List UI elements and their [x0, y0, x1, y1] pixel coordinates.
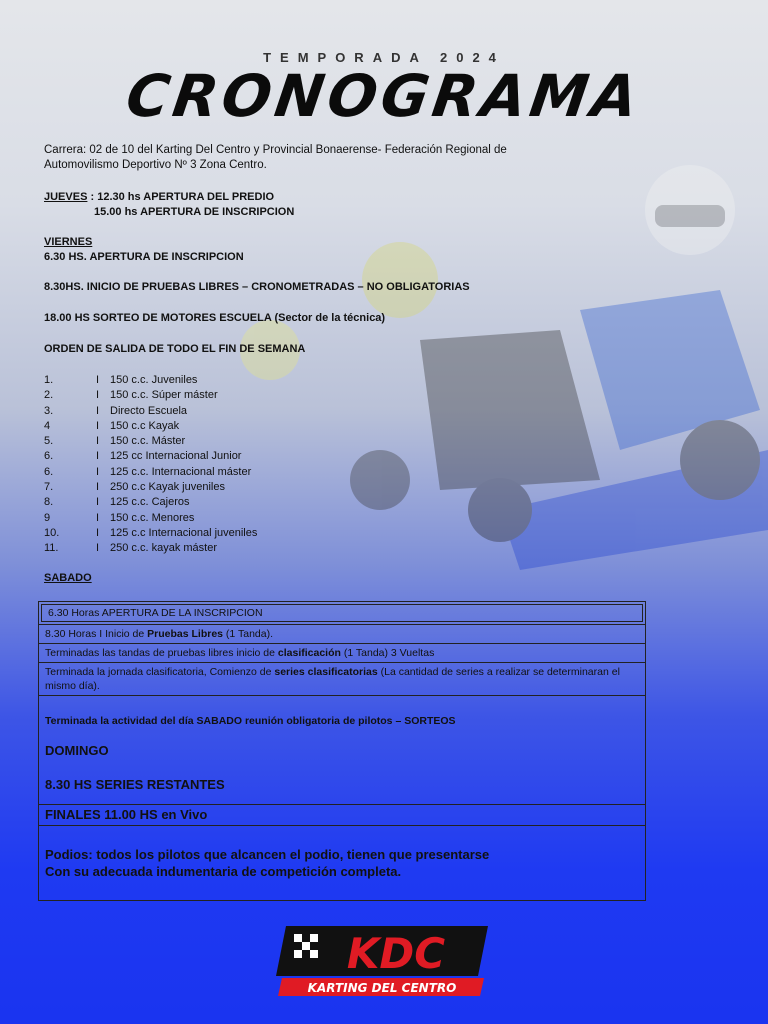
kdc-logo [276, 926, 488, 996]
jueves-line-2: 15.00 hs APERTURA DE INSCRIPCION [94, 206, 295, 218]
list-item: 2. I 150 c.c. Súper máster [44, 389, 218, 402]
table-row: Terminada la jornada clasificatoria, Comienzo de series clasificatorias (La cantidad de series a realizar se determinaran el mismo día). [39, 663, 645, 696]
start-order-list [44, 373, 257, 557]
list-item: 6. I 125 c.c. Internacional máster [44, 465, 252, 478]
list-item: 11. I 250 c.c. kayak máster [44, 542, 217, 555]
table-row: Terminadas las tandas de pruebas libres inicio de clasificación (1 Tanda) 3 Vueltas [39, 644, 645, 663]
list-item: 1. I 150 c.c. Juveniles [44, 374, 198, 386]
logo-text: KARTING DEL CENTRO [307, 981, 457, 995]
page-title: CRONOGRAMA [122, 62, 646, 130]
viernes-line-2: 8.30HS. INICIO DE PRUEBAS LIBRES – CRONOMETRADAS – NO OBLIGATORIAS [44, 281, 470, 293]
sabado-label: SABADO [44, 572, 92, 584]
sabado-meeting: Terminada la actividad del día SABADO reunión obligatoria de pilotos – SORTEOS [45, 715, 456, 727]
logo-mark: KDC [346, 929, 446, 978]
viernes-line-3: 18.00 HS SORTEO DE MOTORES ESCUELA (Sector de la técnica) [44, 312, 386, 324]
list-item: 3. I Directo Escuela [44, 404, 188, 417]
domingo-series: 8.30 HS SERIES RESTANTES [45, 777, 225, 792]
table-row: 8.30 Horas I Inicio de Pruebas Libres (1 Tanda). [39, 625, 645, 644]
list-item: 6. I 125 cc Internacional Junior [44, 450, 242, 463]
list-item: 5. I 150 c.c. Máster [44, 435, 186, 448]
table-row [39, 696, 645, 805]
jueves-label: JUEVES [44, 191, 88, 203]
table-row [39, 602, 645, 625]
season-label: TEMPORADA 2024 [263, 50, 505, 65]
domingo-label: DOMINGO [45, 743, 109, 758]
schedule-table [38, 601, 646, 901]
jueves-block [44, 190, 274, 205]
race-intro: Carrera: 02 de 10 del Karting Del Centro y Provincial Bonaerense- Federación Regional de Automovilismo Deportivo Nº 3 Zona Centro. [44, 144, 507, 171]
sabado-row-1: 6.30 Horas APERTURA DE LA INSCRIPCION [41, 604, 643, 622]
list-item: 9 I 150 c.c. Menores [44, 511, 195, 524]
jueves-line-1: : 12.30 hs APERTURA DEL PREDIO [90, 191, 275, 203]
viernes-line-1: 6.30 HS. APERTURA DE INSCRIPCION [44, 251, 244, 263]
order-title: ORDEN DE SALIDA DE TODO EL FIN DE SEMANA [44, 343, 306, 355]
finales-row: FINALES 11.00 HS en Vivo [39, 805, 645, 826]
podio-line-2: Con su adecuada indumentaria de competición completa. [45, 864, 402, 879]
podio-row [39, 826, 645, 900]
list-item: 7. I 250 c.c Kayak juveniles [44, 481, 225, 494]
list-item: 8. I 125 c.c. Cajeros [44, 496, 190, 509]
list-item: 4 I 150 c.c Kayak [44, 419, 180, 432]
podio-line-1: Podios: todos los pilotos que alcancen el podio, tienen que presentarse [45, 847, 490, 862]
list-item: 10. I 125 c.c Internacional juveniles [44, 526, 258, 539]
viernes-label: VIERNES [44, 236, 93, 248]
